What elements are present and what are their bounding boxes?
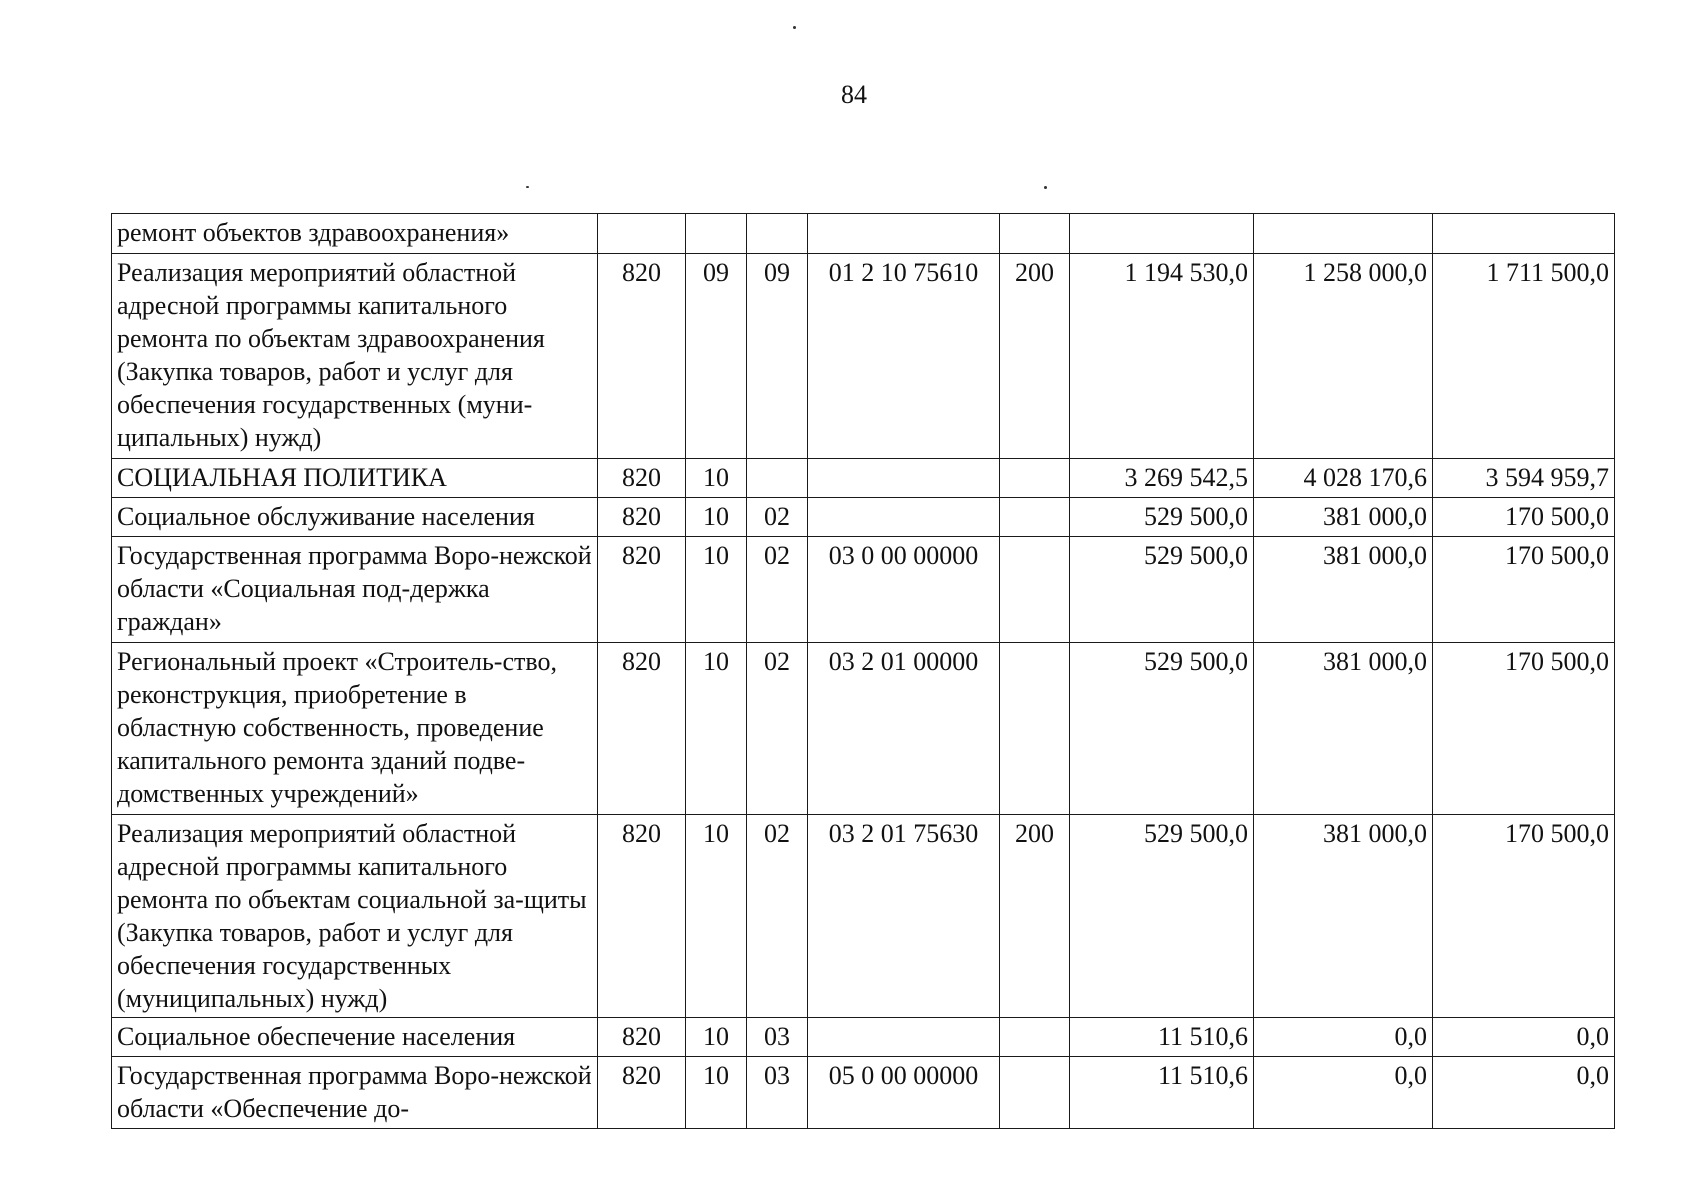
- scan-speck: [793, 26, 796, 29]
- cell-amount-year2: 1 258 000,0: [1254, 254, 1433, 459]
- cell-rz: 09: [686, 254, 747, 459]
- cell-amount-year2: 381 000,0: [1254, 815, 1433, 1018]
- page-number: 84: [841, 80, 867, 109]
- cell-amount-year2: 381 000,0: [1254, 643, 1433, 815]
- table-row: [112, 254, 1615, 459]
- cell-amount-year2: [1254, 214, 1433, 254]
- cell-amount-year2: 381 000,0: [1254, 498, 1433, 537]
- cell-csr: 03 2 01 75630: [808, 815, 1000, 1018]
- cell-vr: [1000, 459, 1070, 498]
- cell-pr: 02: [747, 815, 808, 1018]
- cell-name: Реализация мероприятий областной адресной программы капитального ремонта по объектам социальной за-щиты (Закупка товаров, работ и услуг для обеспечения государственных (муниципальных) нужд): [112, 815, 598, 1018]
- cell-amount-year1: 529 500,0: [1070, 498, 1254, 537]
- table-row: [112, 498, 1615, 537]
- cell-name: Социальное обслуживание населения: [112, 498, 598, 537]
- cell-name: Реализация мероприятий областной адресной программы капитального ремонта по объектам здравоохранения (Закупка товаров, работ и услуг для обеспечения государственных (муни-ципальных) нужд): [112, 254, 598, 459]
- cell-grbs: 820: [598, 1057, 686, 1129]
- cell-csr: 03 0 00 00000: [808, 537, 1000, 643]
- cell-vr: [1000, 1018, 1070, 1057]
- cell-name: ремонт объектов здравоохранения»: [112, 214, 598, 254]
- cell-vr: [1000, 498, 1070, 537]
- cell-vr: [1000, 1057, 1070, 1129]
- cell-amount-year3: 1 711 500,0: [1433, 254, 1615, 459]
- cell-pr: 02: [747, 643, 808, 815]
- cell-vr: [1000, 214, 1070, 254]
- cell-grbs: 820: [598, 643, 686, 815]
- table-row: [112, 537, 1615, 643]
- cell-csr: 05 0 00 00000: [808, 1057, 1000, 1129]
- cell-amount-year1: 3 269 542,5: [1070, 459, 1254, 498]
- cell-pr: 03: [747, 1057, 808, 1129]
- cell-csr: 01 2 10 75610: [808, 254, 1000, 459]
- cell-amount-year1: 11 510,6: [1070, 1057, 1254, 1129]
- cell-amount-year3: 170 500,0: [1433, 815, 1615, 1018]
- table-row: [112, 643, 1615, 815]
- cell-rz: 10: [686, 459, 747, 498]
- cell-rz: 10: [686, 815, 747, 1018]
- cell-csr: 03 2 01 00000: [808, 643, 1000, 815]
- cell-name: Региональный проект «Строитель-ство, реконструкция, приобретение в областную собственность, проведение капитального ремонта зданий подве-домственных учреждений»: [112, 643, 598, 815]
- scan-speck: [1044, 186, 1047, 189]
- cell-pr: 02: [747, 498, 808, 537]
- cell-rz: 10: [686, 643, 747, 815]
- cell-amount-year2: 4 028 170,6: [1254, 459, 1433, 498]
- cell-amount-year2: 0,0: [1254, 1018, 1433, 1057]
- cell-amount-year3: 170 500,0: [1433, 537, 1615, 643]
- cell-rz: 10: [686, 1018, 747, 1057]
- cell-grbs: [598, 214, 686, 254]
- cell-grbs: 820: [598, 537, 686, 643]
- cell-pr: 03: [747, 1018, 808, 1057]
- table-row: [112, 1018, 1615, 1057]
- cell-name: Социальное обеспечение населения: [112, 1018, 598, 1057]
- cell-amount-year3: 170 500,0: [1433, 498, 1615, 537]
- cell-grbs: 820: [598, 1018, 686, 1057]
- cell-amount-year3: [1433, 214, 1615, 254]
- cell-amount-year3: 3 594 959,7: [1433, 459, 1615, 498]
- cell-csr: [808, 459, 1000, 498]
- budget-table-container: [111, 213, 1615, 1129]
- budget-table-body: [112, 214, 1615, 1129]
- cell-amount-year3: 0,0: [1433, 1018, 1615, 1057]
- cell-csr: [808, 1018, 1000, 1057]
- scan-speck: [526, 186, 529, 188]
- cell-rz: 10: [686, 1057, 747, 1129]
- cell-amount-year1: 529 500,0: [1070, 643, 1254, 815]
- cell-vr: [1000, 643, 1070, 815]
- table-row: [112, 1057, 1615, 1129]
- cell-amount-year1: [1070, 214, 1254, 254]
- cell-amount-year1: 529 500,0: [1070, 537, 1254, 643]
- cell-pr: 02: [747, 537, 808, 643]
- cell-name: СОЦИАЛЬНАЯ ПОЛИТИКА: [112, 459, 598, 498]
- budget-table: [111, 213, 1615, 1129]
- cell-amount-year1: 529 500,0: [1070, 815, 1254, 1018]
- cell-amount-year1: 11 510,6: [1070, 1018, 1254, 1057]
- cell-amount-year2: 0,0: [1254, 1057, 1433, 1129]
- cell-amount-year2: 381 000,0: [1254, 537, 1433, 643]
- cell-vr: [1000, 537, 1070, 643]
- cell-rz: [686, 214, 747, 254]
- table-row: [112, 459, 1615, 498]
- cell-rz: 10: [686, 498, 747, 537]
- cell-csr: [808, 214, 1000, 254]
- cell-grbs: 820: [598, 498, 686, 537]
- cell-vr: 200: [1000, 815, 1070, 1018]
- table-row: [112, 214, 1615, 254]
- table-row: [112, 815, 1615, 1018]
- cell-amount-year3: 170 500,0: [1433, 643, 1615, 815]
- cell-csr: [808, 498, 1000, 537]
- cell-pr: [747, 459, 808, 498]
- cell-pr: 09: [747, 254, 808, 459]
- cell-pr: [747, 214, 808, 254]
- cell-amount-year3: 0,0: [1433, 1057, 1615, 1129]
- cell-rz: 10: [686, 537, 747, 643]
- cell-grbs: 820: [598, 459, 686, 498]
- cell-name: Государственная программа Воро-нежской области «Обеспечение до-: [112, 1057, 598, 1129]
- cell-vr: 200: [1000, 254, 1070, 459]
- cell-amount-year1: 1 194 530,0: [1070, 254, 1254, 459]
- cell-grbs: 820: [598, 815, 686, 1018]
- cell-grbs: 820: [598, 254, 686, 459]
- cell-name: Государственная программа Воро-нежской области «Социальная под-держка граждан»: [112, 537, 598, 643]
